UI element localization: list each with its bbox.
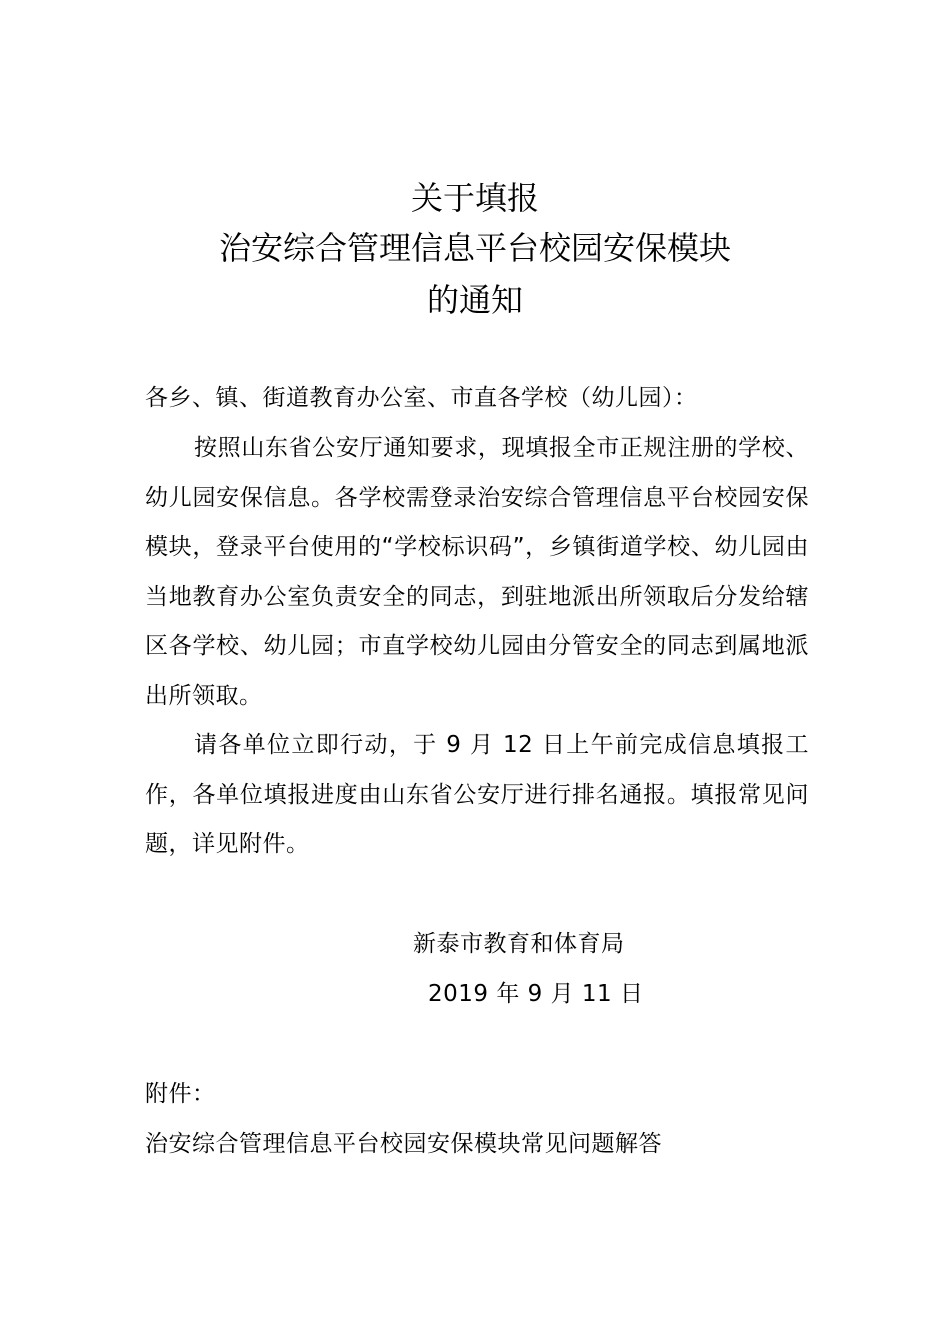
title-line-3: 的通知 <box>426 281 523 319</box>
salutation: 各乡、镇、街道教育办公室、市直各学校（幼儿园）： <box>145 385 698 411</box>
paragraph-1: 按照山东省公安厅通知要求，现填报全市正规注册的学校、幼儿园安保信息。各学校需登录治安综合管理信息平台校园安保模块，登录平台使用的“学校标识码”，乡镇街道学校、幼儿园由当地教育办公室负责安全的同志，到驻地派出所领取后分发给辖区各学校、幼儿园；市直学校幼儿园由分管安全的同志到属地派出所领取。 <box>145 435 809 709</box>
attachment-item: 治安综合管理信息平台校园安保模块常见问题解答 <box>145 1131 662 1157</box>
title-line-1: 关于填报 <box>410 179 539 217</box>
title-line-2: 治安综合管理信息平台校园安保模块 <box>218 229 731 267</box>
attachment-label: 附件： <box>145 1081 216 1107</box>
signature-organization: 新泰市教育和体育局 <box>413 931 625 957</box>
signature-date: 2019 年 9 月 11 日 <box>428 981 644 1007</box>
paragraph-2: 请各单位立即行动，于 9 月 12 日上午前完成信息填报工作，各单位填报进度由山东省公安厅进行排名通报。填报常见问题，详见附件。 <box>145 732 809 857</box>
